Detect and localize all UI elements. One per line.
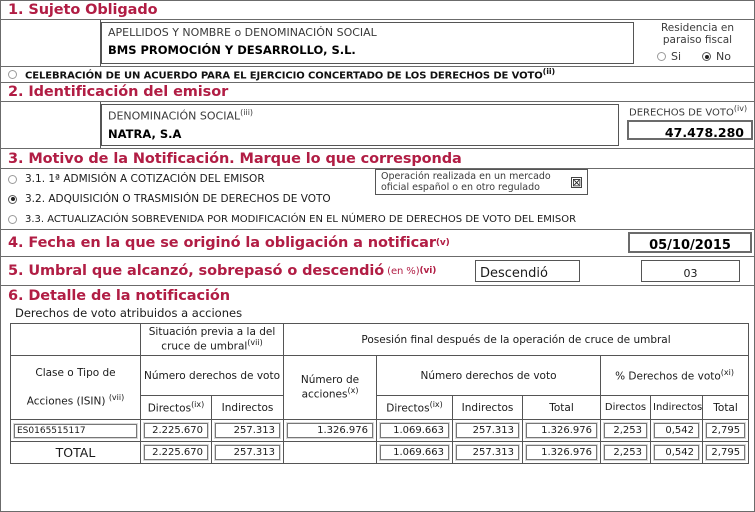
- total-label-text: TOTAL: [55, 445, 96, 460]
- threshold-value: 03: [683, 267, 698, 280]
- header-num-shares: Número de acciones$^{(x)}$: [284, 356, 377, 420]
- issuer-name-value: NATRA, S.A: [108, 126, 182, 141]
- regulated-market-note-box[interactable]: [375, 169, 588, 195]
- tax-haven-yes-radio[interactable]: [657, 52, 666, 61]
- cell-num-acciones-value: 1.326.976: [287, 423, 373, 438]
- cell-total-num-acciones: [284, 442, 377, 464]
- issuer-voting-rights-label: DERECHOS DE VOTO$^{(iv)}$: [629, 104, 748, 119]
- header-previous-situation-note: (vii): [247, 338, 263, 348]
- cell-total-pct-indirectos[interactable]: [651, 442, 703, 464]
- section-6-title: [1, 286, 754, 305]
- table-corner-blank: [11, 324, 141, 356]
- regulated-market-check-glyph: ⊠: [572, 175, 582, 189]
- header-share-class-note: (vii): [108, 393, 125, 403]
- cell-total-prev-indirectos-value: 257.313: [215, 445, 280, 460]
- issuer-voting-rights-value-box[interactable]: [627, 120, 753, 140]
- section-6-title-text: 6. Detalle de la notificación: [8, 287, 230, 304]
- table-total-row: [11, 442, 749, 464]
- cell-final-indirectos[interactable]: [453, 420, 523, 442]
- issuer-name-field[interactable]: [101, 104, 619, 146]
- header-final-indirectos: Indirectos: [453, 396, 523, 420]
- section-5-unit: (en %): [387, 265, 420, 277]
- issuer-name-note: (iii): [240, 108, 254, 117]
- reason-option-2-radio[interactable]: [8, 195, 17, 204]
- obliged-subject-name-value: BMS PROMOCIÓN Y DESARROLLO, S.L.: [108, 43, 356, 57]
- issuer-voting-rights-value: 47.478.280: [664, 125, 744, 141]
- concerted-agreement-label: CELEBRACIÓN DE UN ACUERDO PARA EL EJERCICIO CONCERTADO DE LOS DERECHOS DE VOTO$^{(ii)}$: [25, 67, 556, 82]
- section-4-title-text: 4. Fecha en la que se originó la obligación a notificar: [8, 235, 436, 251]
- cell-total-final-directos-value: 1.069.663: [380, 445, 449, 460]
- cell-pct-directos-value: 2,253: [604, 423, 647, 438]
- section-1-body: [1, 20, 754, 66]
- threshold-type-value: Descendió: [480, 266, 548, 281]
- cell-total-prev-indirectos[interactable]: [212, 442, 284, 464]
- header-final-directos: Directos$^{(ix)}$: [377, 396, 453, 420]
- section-2-title: [1, 83, 754, 101]
- tax-haven-label-line2: paraiso fiscal: [662, 34, 733, 46]
- concerted-agreement-note: (ii): [542, 67, 556, 77]
- section-1-left-empty-cell: [1, 20, 101, 66]
- header-final-position: Posesión final después de la operación de cruce de umbral: [284, 324, 749, 356]
- cell-prev-indirectos[interactable]: [212, 420, 284, 442]
- section-3-body: [1, 169, 754, 229]
- header-previous-situation: Situación previa a la del cruce de umbral$^{(vii)}$: [141, 324, 284, 356]
- section-5-note: (vi): [419, 266, 437, 276]
- cell-total-label: [11, 442, 141, 464]
- cell-total-prev-directos[interactable]: [141, 442, 212, 464]
- cell-pct-directos[interactable]: [601, 420, 651, 442]
- cell-final-directos[interactable]: [377, 420, 453, 442]
- header-pct-rights: % Derechos de voto$^{(xi)}$: [601, 356, 749, 396]
- threshold-type-field[interactable]: [475, 260, 580, 282]
- header-prev-num-rights: Número derechos de voto: [141, 356, 284, 396]
- cell-pct-total[interactable]: [703, 420, 749, 442]
- header-prev-directos: Directos$^{(ix)}$: [141, 396, 212, 420]
- section-1-title-text: 1. Sujeto Obligado: [8, 2, 158, 18]
- tax-haven-no-label: No: [716, 50, 731, 63]
- regulated-market-checkbox[interactable]: [571, 177, 582, 188]
- cell-total-final-indirectos-value: 257.313: [456, 445, 519, 460]
- section-3-title-text: 3. Motivo de la Notificación. Marque lo que corresponda: [8, 150, 462, 167]
- reason-option-3-row[interactable]: [1, 209, 754, 229]
- voting-rights-table: [10, 323, 749, 464]
- cell-final-indirectos-value: 257.313: [456, 423, 519, 438]
- regulated-market-note-line1: Operación realizada en un mercado: [381, 171, 551, 182]
- header-share-class: [11, 356, 141, 420]
- section-2-left-empty-cell: [1, 102, 101, 148]
- section-4-body: [1, 230, 754, 256]
- cell-total-final-total-value: 1.326.976: [526, 445, 597, 460]
- cell-total-pct-total[interactable]: [703, 442, 749, 464]
- issuer-voting-rights-group: [627, 104, 753, 140]
- cell-final-total[interactable]: [523, 420, 601, 442]
- header-share-class-line2: Acciones (ISIN) $^{(vii)}$: [26, 393, 125, 408]
- cell-pct-indirectos[interactable]: [651, 420, 703, 442]
- obliged-subject-name-field[interactable]: [101, 22, 634, 64]
- reason-option-1-radio[interactable]: [8, 175, 17, 184]
- header-final-directos-note: (ix): [429, 400, 443, 410]
- cell-prev-directos[interactable]: [141, 420, 212, 442]
- table-group-header-row: [11, 324, 749, 356]
- section-2-title-text: 2. Identificación del emisor: [8, 84, 229, 100]
- threshold-value-field[interactable]: [641, 260, 740, 282]
- section-5-title-text: 5. Umbral que alcanzó, sobrepasó o descendió: [8, 263, 385, 279]
- reason-option-1-label: 3.1. 1ª ADMISIÓN A COTIZACIÓN DEL EMISOR: [25, 173, 265, 185]
- cell-pct-total-value: 2,795: [706, 423, 745, 438]
- cell-total-pct-directos[interactable]: [601, 442, 651, 464]
- issuer-name-label: DENOMINACIÓN SOCIAL$^{(iii)}$: [108, 108, 254, 123]
- cell-isin[interactable]: [11, 420, 141, 442]
- section-6-table-wrap: [1, 323, 754, 464]
- header-prev-indirectos: Indirectos: [212, 396, 284, 420]
- header-num-shares-note: (x): [347, 386, 359, 396]
- table-row: [11, 420, 749, 442]
- section-4-note: (v): [435, 238, 450, 248]
- cell-total-final-directos[interactable]: [377, 442, 453, 464]
- reason-option-3-radio[interactable]: [8, 215, 17, 224]
- header-final-total: Total: [523, 396, 601, 420]
- section-6-subtitle: Derechos de voto atribuidos a acciones: [15, 306, 243, 320]
- cell-total-final-indirectos[interactable]: [453, 442, 523, 464]
- issuer-voting-rights-note: (iv): [733, 104, 748, 113]
- header-pct-total: Total: [703, 396, 749, 420]
- cell-num-acciones[interactable]: [284, 420, 377, 442]
- header-share-class-line1: Clase o Tipo de: [35, 367, 116, 380]
- cell-prev-indirectos-value: 257.313: [215, 423, 280, 438]
- concerted-agreement-radio[interactable]: [8, 70, 17, 79]
- cell-final-directos-value: 1.069.663: [380, 423, 449, 438]
- obliged-subject-name-label: APELLIDOS Y NOMBRE o DENOMINACIÓN SOCIAL: [108, 26, 377, 39]
- header-pct-indirectos: Indirectos: [651, 396, 703, 420]
- cell-total-prev-directos-value: 2.225.670: [144, 445, 208, 460]
- concerted-agreement-row[interactable]: [1, 67, 754, 82]
- cell-total-final-total[interactable]: [523, 442, 601, 464]
- tax-haven-label-line1: Residencia en: [660, 22, 735, 34]
- cell-final-total-value: 1.326.976: [526, 423, 597, 438]
- obligation-date-box[interactable]: [628, 232, 752, 253]
- regulated-market-note-line2: oficial español o en otro regulado: [381, 182, 540, 193]
- header-final-num-rights: Número derechos de voto: [377, 356, 601, 396]
- section-2-body: [1, 102, 754, 148]
- header-pct-directos: Directos: [601, 396, 651, 420]
- reason-option-3-label: 3.3. ACTUALIZACIÓN SOBREVENIDA POR MODIFICACIÓN EN EL NÚMERO DE DERECHOS DE VOTO DEL EMISOR: [25, 213, 577, 225]
- obligation-date-value: 05/10/2015: [649, 238, 731, 253]
- header-pct-rights-note: (xi): [720, 368, 734, 378]
- section-1-title: [1, 1, 754, 19]
- reason-option-2-label: 3.2. ADQUISICIÓN O TRASMISIÓN DE DERECHOS DE VOTO: [25, 193, 331, 205]
- cell-total-pct-total-value: 2,795: [706, 445, 745, 460]
- tax-haven-yes-label: Si: [671, 50, 682, 63]
- cell-total-pct-indirectos-value: 0,542: [654, 445, 699, 460]
- cell-pct-indirectos-value: 0,542: [654, 423, 699, 438]
- table-subheader-row: [11, 356, 749, 396]
- section-5-body: [1, 257, 754, 285]
- cell-isin-value: ES0165515117: [14, 424, 137, 438]
- section-3-title: [1, 149, 754, 168]
- cell-total-pct-directos-value: 2,253: [604, 445, 647, 460]
- tax-haven-no-radio[interactable]: [702, 52, 711, 61]
- header-prev-directos-note: (ix): [191, 400, 205, 410]
- tax-haven-residence-group: [641, 22, 754, 63]
- cell-prev-directos-value: 2.225.670: [144, 423, 208, 438]
